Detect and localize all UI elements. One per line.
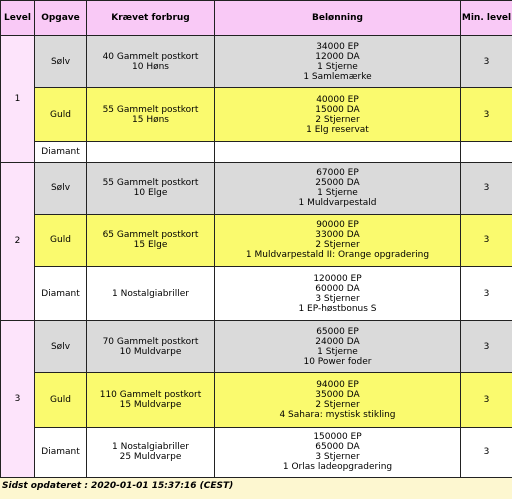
reward-line: 33000 DA [315,230,360,241]
reward-cell [215,267,461,321]
min-level-cell [461,142,512,162]
reward-line: 1 Muldvarpestald [298,198,377,209]
task-cell: Guld [35,373,87,427]
requirement-line: 1 Nostalgiabriller [112,288,189,299]
requirement-line: 10 Høns [132,61,169,72]
requirement-line: 55 Gammelt postkort [102,178,199,189]
reward-line: 10 Power foder [303,356,372,367]
reward-cell [215,162,461,214]
table-row [1,88,512,142]
reward-line: 3 Stjerner [315,452,360,463]
reward-line: 67000 EP [316,168,359,179]
requirement-line: 70 Gammelt postkort [102,336,199,347]
reward-line: 35000 DA [315,390,360,401]
reward-line: 150000 EP [313,432,362,443]
requirement-cell [87,373,215,427]
requirement-line: 15 Høns [132,114,169,125]
requirement-line: 40 Gammelt postkort [102,51,199,62]
reward-line: 65000 EP [316,326,359,337]
requirement-cell [87,427,215,477]
reward-line: 40000 EP [316,94,359,105]
table-row [1,427,512,477]
reward-cell [215,214,461,266]
reward-cell [215,142,461,162]
header-min-level: Min. level [461,1,512,36]
table-row [1,162,512,214]
header-row [1,1,512,36]
header-forbrug: Krævet forbrug [87,1,215,36]
reward-line: 120000 EP [313,273,362,284]
requirement-cell [87,162,215,214]
requirement-cell [87,142,215,162]
reward-cell [215,36,461,88]
table-row [1,142,512,162]
reward-line: 3 Stjerner [315,293,360,304]
reward-line: 1 Samlemærke [303,71,372,82]
last-updated-text: Sidst opdateret : 2020-01-01 15:37:16 (CEST) [2,481,234,491]
reward-line: 25000 DA [315,178,360,189]
requirement-cell [87,88,215,142]
requirement-line: 110 Gammelt postkort [99,390,202,401]
reward-cell [215,373,461,427]
reward-line: 2 Stjerner [315,400,360,411]
reward-line: 60000 DA [315,283,360,294]
min-level-cell: 3 [461,321,512,373]
table-row [1,214,512,266]
requirement-cell [87,214,215,266]
min-level-cell: 3 [461,88,512,142]
reward-cell [215,321,461,373]
reward-line: 12000 DA [315,51,360,62]
min-level-cell: 3 [461,427,512,477]
reward-line: 4 Sahara: mystisk stikling [279,410,396,421]
min-level-cell: 3 [461,162,512,214]
reward-line: 2 Stjerner [315,240,360,251]
reward-line: 65000 DA [315,442,360,453]
reward-line: 1 Stjerne [317,346,358,357]
reward-cell [215,427,461,477]
level-cell: 3 [1,321,35,478]
reward-line: 94000 EP [316,380,359,391]
reward-line: 1 EP-høstbonus S [298,303,377,314]
table-row [1,267,512,321]
requirement-line: 55 Gammelt postkort [102,104,199,115]
min-level-cell: 3 [461,373,512,427]
min-level-cell: 3 [461,214,512,266]
table-row [1,373,512,427]
task-cell: Sølv [35,162,87,214]
task-cell: Guld [35,214,87,266]
requirement-line: 1 Nostalgiabriller [112,442,189,453]
reward-line: 1 Muldvarpestald II: Orange opgradering [245,250,430,261]
requirement-line: 10 Muldvarpe [119,346,182,357]
requirement-line: 15 Elge [133,240,168,251]
task-cell: Guld [35,88,87,142]
min-level-cell: 3 [461,36,512,88]
reward-line: 2 Stjerner [315,114,360,125]
requirement-line: 15 Muldvarpe [119,400,182,411]
reward-line: 1 Stjerne [317,188,358,199]
table-row [1,36,512,88]
reward-line: 90000 EP [316,220,359,231]
reward-line: 15000 DA [315,104,360,115]
task-cell: Sølv [35,36,87,88]
header-level: Level [1,1,35,36]
task-cell: Diamant [35,427,87,477]
table-row [1,321,512,373]
reward-cell [215,88,461,142]
table-body [1,36,512,478]
task-cell: Sølv [35,321,87,373]
reward-line: 1 Orlas ladeopgradering [282,462,393,473]
requirement-cell [87,267,215,321]
header-opgave: Opgave [35,1,87,36]
reward-line: 1 Stjerne [317,61,358,72]
min-level-cell: 3 [461,267,512,321]
level-cell: 1 [1,36,35,163]
requirement-cell [87,36,215,88]
level-cell: 2 [1,162,35,321]
requirement-cell [87,321,215,373]
task-cell: Diamant [35,142,87,162]
requirement-line: 25 Muldvarpe [119,452,182,463]
reward-line: 34000 EP [316,41,359,52]
requirement-line: 10 Elge [133,188,168,199]
reward-line: 1 Elg reservat [306,124,369,135]
task-cell: Diamant [35,267,87,321]
reward-line: 24000 DA [315,336,360,347]
header-belonning: Belønning [215,1,461,36]
requirement-line: 65 Gammelt postkort [102,230,199,241]
